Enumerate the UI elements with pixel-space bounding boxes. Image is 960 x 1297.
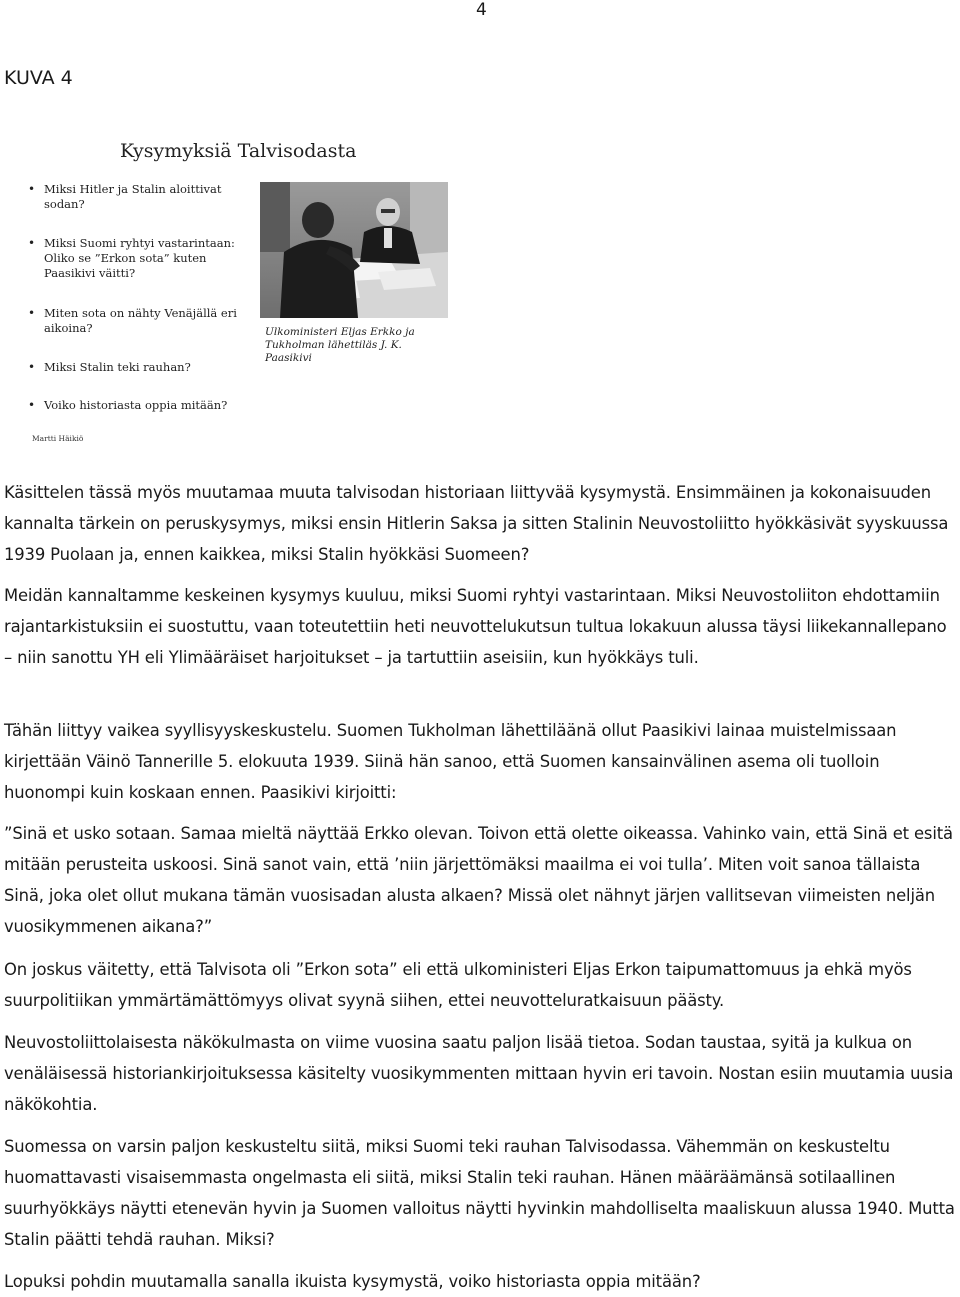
figure-question-line: Miten sota on nähty Venäjällä eri bbox=[44, 306, 237, 320]
figure-question-5 bbox=[28, 398, 258, 413]
bullet-icon: • bbox=[28, 398, 36, 412]
figure-caption-line: Ulkoministeri Eljas Erkko ja bbox=[265, 326, 415, 338]
figure-question-line: Voiko historiasta oppia mitään? bbox=[44, 398, 228, 412]
figure-image bbox=[28, 136, 448, 448]
figure-question-1 bbox=[28, 182, 258, 212]
bullet-icon: • bbox=[28, 182, 36, 196]
page-number: 4 bbox=[476, 0, 487, 20]
bullet-icon: • bbox=[28, 236, 36, 250]
paragraph-6: Suomessa on varsin paljon keskusteltu siitä, miksi Suomi teki rauhan Talvisodassa. Vähemmän on keskusteltu huomattavasti visaisemmasta ongelmasta eli siitä, miksi Stalin teki rauhan. Hänen määräämänsä sotilaallinen suurhyökkäys näytti etenevän hyvin ja Suomen valloitus näytti hyvinkin mahdolliselta maaliskuun alussa 1940. Mutta Stalin päätti tehdä rauhan. Miksi? bbox=[4, 1137, 955, 1249]
figure-author: Martti Häikiö bbox=[32, 434, 84, 443]
figure-question-line: Miksi Suomi ryhtyi vastarintaan: bbox=[44, 236, 235, 250]
figure-question-2 bbox=[28, 236, 258, 281]
paragraph-3: Tähän liittyy vaikea syyllisyyskeskustelu. Suomen Tukholman lähettiläänä ollut Paasikivi lainaa muistelmissaan kirjettään Väinö Tannerille 5. elokuuta 1939. Siinä hän sanoo, että Suomen kansainvälinen asema oli tuolloin huonompi kuin koskaan ennen. Paasikivi kirjoitti: bbox=[4, 721, 897, 802]
figure-question-line: sodan? bbox=[44, 197, 85, 211]
paragraph-quote: ”Sinä et usko sotaan. Samaa mieltä näyttää Erkko olevan. Toivon että olette oikeassa. Vahinko vain, että Sinä et esitä mitään perusteita uskoosi. Sinä sanot vain, että ’niin järjettömäksi maailma ei voi tulla’. Miten voit sanoa tällaista Sinä, joka olet ollut mukana tämän vuosisadan alusta alkaen? Missä olet nähnyt järjen vallitsevan viimeisten neljän vuosikymmenen aikana?” bbox=[4, 824, 953, 936]
figure-question-line: Miksi Hitler ja Stalin aloittivat bbox=[44, 182, 222, 196]
paragraph-7: Lopuksi pohdin muutamalla sanalla ikuista kysymystä, voiko historiasta oppia mitään? bbox=[4, 1272, 701, 1291]
paragraph-1: Käsittelen tässä myös muutamaa muuta talvisodan historiaan liittyvää kysymystä. Ensimmäinen ja kokonaisuuden kannalta tärkein on peruskysymys, miksi ensin Hitlerin Saksa ja sitten Stalinin Neuvostoliitto hyökkäsivät syyskuussa 1939 Puolaan ja, ennen kaikkea, miksi Stalin hyökkäsi Suomeen? bbox=[4, 483, 949, 564]
figure-question-line: aikoina? bbox=[44, 321, 93, 335]
figure-question-line: Paasikivi väitti? bbox=[44, 266, 136, 280]
bullet-icon: • bbox=[28, 306, 36, 320]
figure-label: KUVA 4 bbox=[4, 67, 73, 89]
paragraph-2: Meidän kannaltamme keskeinen kysymys kuuluu, miksi Suomi ryhtyi vastarintaan. Miksi Neuvostoliiton ehdottamiin rajantarkistuksiin ei suostuttu, vaan toteutettiin heti neuvottelukutsun tultua lokakuun alussa täysi liikekannallepano – niin sanottu YH eli Ylimääräiset harjoitukset – ja tartuttiin aseisiin, kun hyökkäys tuli. bbox=[4, 586, 947, 667]
paragraph-4: On joskus väitetty, että Talvisota oli ”Erkon sota” eli että ulkoministeri Eljas Erkon taipumattomuus ja ehkä myös suurpolitiikan ymmärtämättömyys olivat syynä siihen, ettei neuvotteluratkaisuun päästy. bbox=[4, 960, 912, 1010]
historical-photo bbox=[260, 182, 448, 318]
photo-illustration bbox=[260, 182, 448, 318]
figure-caption-line: Tukholman lähettiläs J. K. Paasikivi bbox=[265, 339, 402, 364]
figure-question-line: Oliko se ”Erkon sota” kuten bbox=[44, 251, 207, 265]
figure-caption bbox=[265, 326, 448, 365]
figure-title: Kysymyksiä Talvisodasta bbox=[120, 140, 357, 162]
figure-question-3 bbox=[28, 306, 258, 336]
paragraph-5: Neuvostoliittolaisesta näkökulmasta on viime vuosina saatu paljon lisää tietoa. Sodan taustaa, syitä ja kulkua on venäläisessä historiankirjoituksessa käsitelty vuosikymmenten mittaan hyvin eri tavoin. Nostan esiin muutamia uusia näkökohtia. bbox=[4, 1033, 954, 1114]
figure-question-line: Miksi Stalin teki rauhan? bbox=[44, 360, 191, 374]
figure-question-4 bbox=[28, 360, 258, 375]
bullet-icon: • bbox=[28, 360, 36, 374]
